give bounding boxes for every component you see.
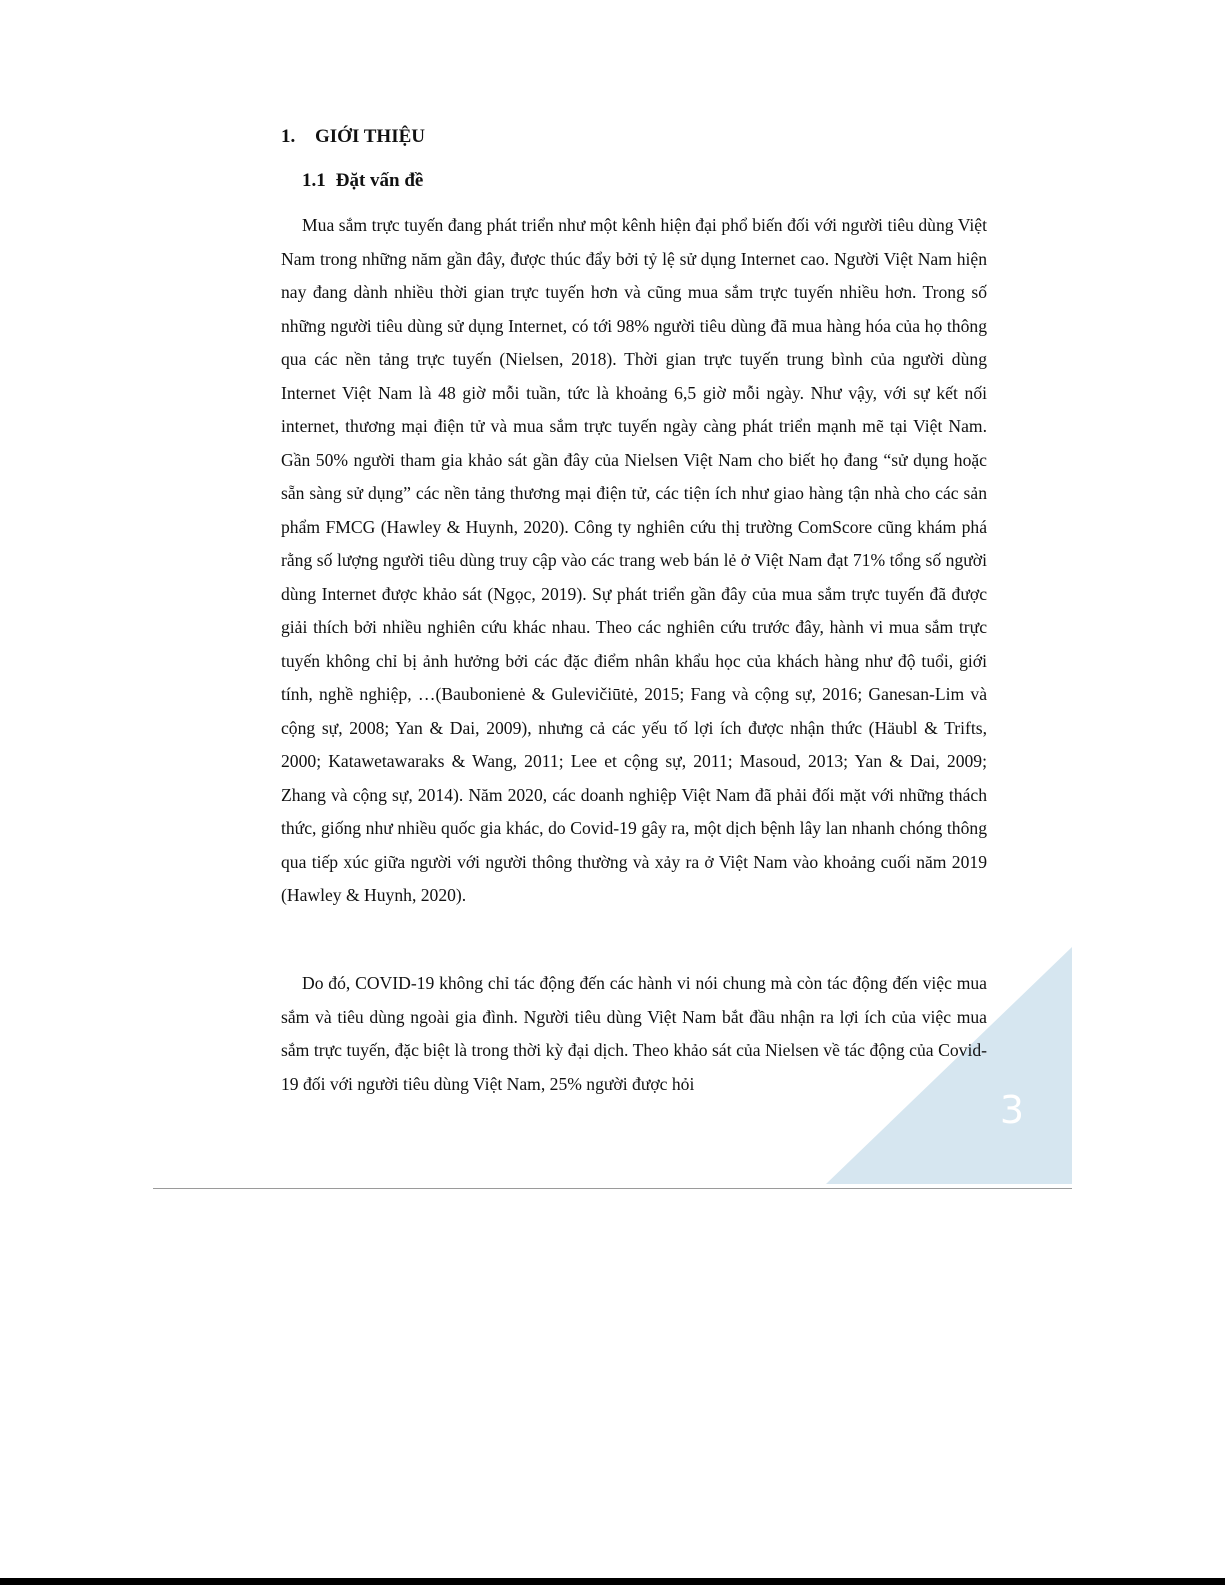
subsection-heading-number: 1.1 <box>302 170 326 191</box>
subsection-heading-title: Đặt vấn đề <box>335 170 424 191</box>
section-heading-number: 1. <box>281 126 296 147</box>
subsection-heading <box>302 166 423 196</box>
bottom-edge-bar <box>0 1578 1225 1585</box>
body-paragraph-2: Do đó, COVID-19 không chỉ tác động đến các hành vi nói chung mà còn tác động đến việc mua sắm và tiêu dùng ngoài gia đình. Người tiêu dùng Việt Nam bắt đầu nhận ra lợi ích của việc mua sắm trực tuyến, đặc biệt là trong thời kỳ đại dịch. Theo khảo sát của Nielsen về tác động của Covid-19 đối với người tiêu dùng Việt Nam, 25% người được hỏi <box>281 973 987 1094</box>
section-heading <box>281 122 425 152</box>
body-paragraph-1: Mua sắm trực tuyến đang phát triển như một kênh hiện đại phổ biến đối với người tiêu dùng Việt Nam trong những năm gần đây, được thúc đẩy bởi tỷ lệ sử dụng Internet cao. Người Việt Nam hiện nay đang dành nhiều thời gian trực tuyến hơn và cũng mua sắm trực tuyến nhiều hơn. Trong số những người tiêu dùng sử dụng Internet, có tới 98% người tiêu dùng đã mua hàng hóa của họ thông qua các nền tảng trực tuyến (Nielsen, 2018). Thời gian trực tuyến trung bình của người dùng Internet Việt Nam là 48 giờ mỗi tuần, tức là khoảng 6,5 giờ mỗi ngày. Như vậy, với sự kết nối internet, thương mại điện tử và mua sắm trực tuyến ngày càng phát triển mạnh mẽ tại Việt Nam. Gần 50% người tham gia khảo sát gần đây của Nielsen Việt Nam cho biết họ đang “sử dụng hoặc sẵn sàng sử dụng” các nền tảng thương mại điện tử, các tiện ích như giao hàng tận nhà cho các sản phẩm FMCG (Hawley & Huynh, 2020). Công ty nghiên cứu thị trường ComScore cũng khám phá rằng số lượng người tiêu dùng truy cập vào các trang web bán lẻ ở Việt Nam đạt 71% tổng số người dùng Internet được khảo sát (Ngọc, 2019). Sự phát triển gần đây của mua sắm trực tuyến đã được giải thích bởi nhiều nghiên cứu khác nhau. Theo các nghiên cứu trước đây, hành vi mua sắm trực tuyến không chỉ bị ảnh hưởng bởi các đặc điểm nhân khẩu học của khách hàng như độ tuổi, giới tính, nghề nghiệp, …(Baubonienė & Gulevičiūtė, 2015; Fang và cộng sự, 2016; Ganesan-Lim và cộng sự, 2008; Yan & Dai, 2009), nhưng cả các yếu tố lợi ích được nhận thức (Häubl & Trifts, 2000; Katawetawaraks & Wang, 2011; Lee et cộng sự, 2011; Masoud, 2013; Yan & Dai, 2009; Zhang và cộng sự, 2014). Năm 2020, các doanh nghiệp Việt Nam đã phải đối mặt với những thách thức, giống như nhiều quốc gia khác, do Covid-19 gây ra, một dịch bệnh lây lan nhanh chóng thông qua tiếp xúc giữa người với người thông thường và xảy ra ở Việt Nam vào khoảng cuối năm 2019 (Hawley & Huynh, 2020). <box>281 215 987 905</box>
section-heading-title: GIỚI THIỆU <box>315 126 425 147</box>
page-number: 3 <box>999 1088 1025 1132</box>
footer-divider <box>153 1188 1072 1189</box>
